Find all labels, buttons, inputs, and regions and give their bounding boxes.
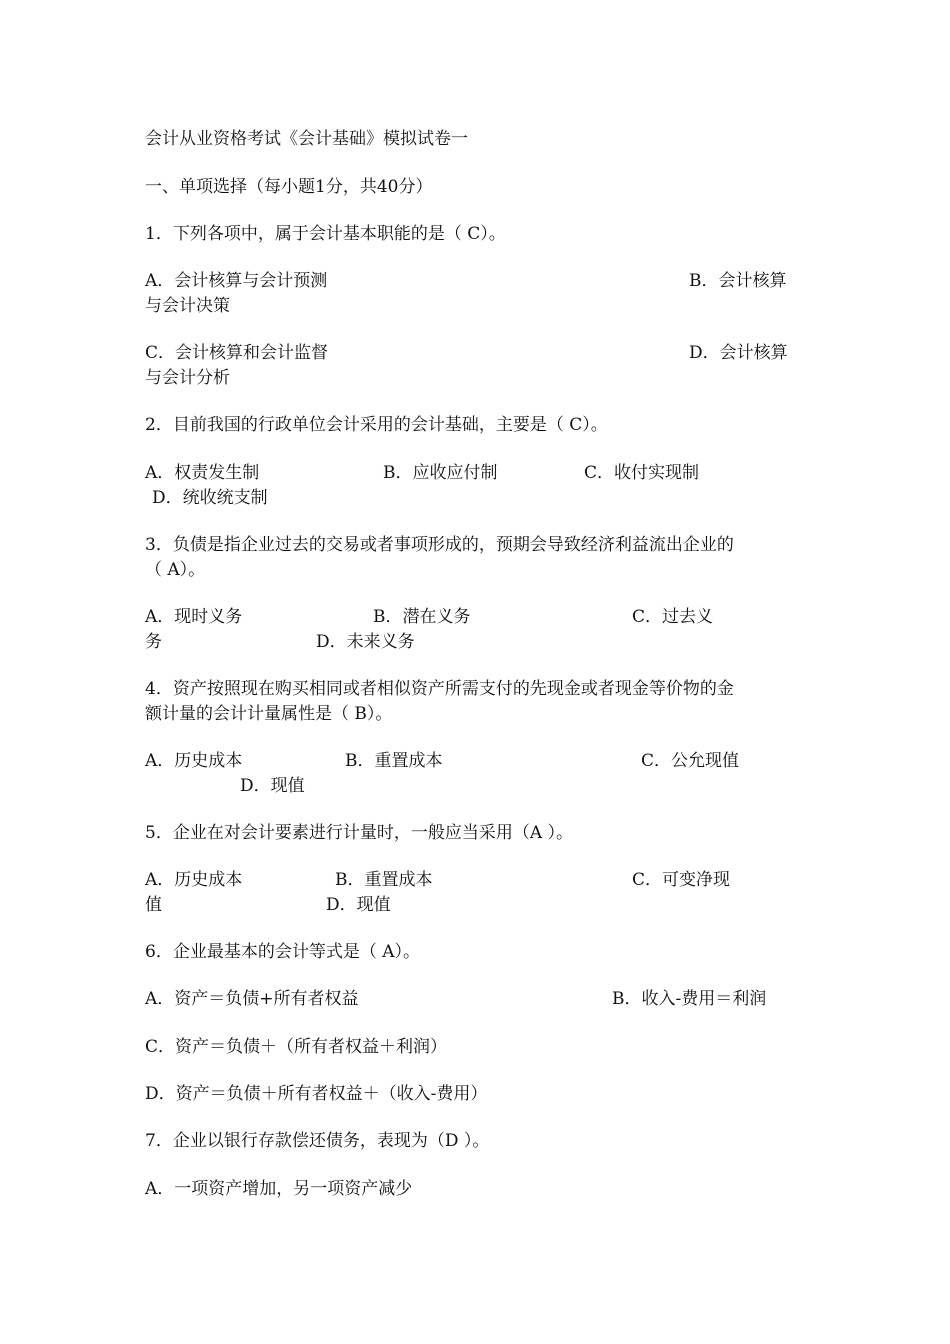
question-2-option-c: C．收付实现制 [584,463,700,483]
question-5-option-d: D．现值 [326,895,391,915]
question-1-option-a: A．会计核算与会计预测 [145,271,328,291]
question-5-option-a: A．历史成本 [145,870,243,890]
question-6-option-b: B．收入-费用＝利润 [612,989,767,1009]
question-3-option-c-cont: 务 [145,632,162,652]
question-1-option-d-cont: 与会计分析 [145,368,230,388]
question-4-stem: 4．资产按照现在购买相同或者相似资产所需支付的先现金或者现金等价物的金 [145,679,734,699]
question-2-stem: 2．目前我国的行政单位会计采用的会计基础，主要是（ C）。 [145,415,608,435]
question-7-option-a: A．一项资产增加，另一项资产减少 [145,1179,413,1199]
document-title: 会计从业资格考试《会计基础》模拟试卷一 [145,129,468,149]
question-1-stem: 1．下列各项中，属于会计基本职能的是（ C）。 [145,224,506,244]
question-5-option-b: B．重置成本 [335,870,433,890]
question-5-option-c-cont: 值 [145,895,162,915]
question-1-option-b: B．会计核算 [689,271,787,291]
question-4-option-d: D．现值 [240,776,305,796]
question-5-stem: 5．企业在对会计要素进行计量时，一般应当采用（A ）。 [145,823,573,843]
question-3-option-a: A．现时义务 [145,607,243,627]
question-4-option-a: A．历史成本 [145,751,243,771]
question-2-option-d: D．统收统支制 [152,488,268,508]
question-7-stem: 7．企业以银行存款偿还债务，表现为（D ）。 [145,1131,490,1151]
question-3-option-b: B．潜在义务 [373,607,471,627]
question-6-stem: 6．企业最基本的会计等式是（ A）。 [145,942,420,962]
question-4-option-b: B．重置成本 [345,751,443,771]
question-3-stem-cont: （ A）。 [145,560,206,580]
question-1-option-b-cont: 与会计决策 [145,296,230,316]
question-6-option-a: A．资产＝负债+所有者权益 [145,989,359,1009]
question-4-stem-cont: 额计量的会计计量属性是（ B）。 [145,704,393,724]
question-1-option-d: D．会计核算 [689,343,788,363]
question-1-option-c: C．会计核算和会计监督 [145,343,329,363]
question-3-stem: 3．负债是指企业过去的交易或者事项形成的，预期会导致经济利益流出企业的 [145,535,734,555]
question-6-option-c: C．资产＝负债＋（所有者权益＋利润） [145,1037,448,1057]
question-2-option-b: B．应收应付制 [383,463,498,483]
question-4-option-c: C．公允现值 [641,751,740,771]
section-heading: 一、单项选择（每小题1分，共40分） [145,177,433,197]
question-6-option-d: D．资产＝负债＋所有者权益＋（收入-费用） [145,1084,488,1104]
question-3-option-c: C．过去义 [632,607,714,627]
question-2-option-a: A．权责发生制 [145,463,260,483]
question-5-option-c: C．可变净现 [632,870,731,890]
question-3-option-d: D．未来义务 [316,632,415,652]
